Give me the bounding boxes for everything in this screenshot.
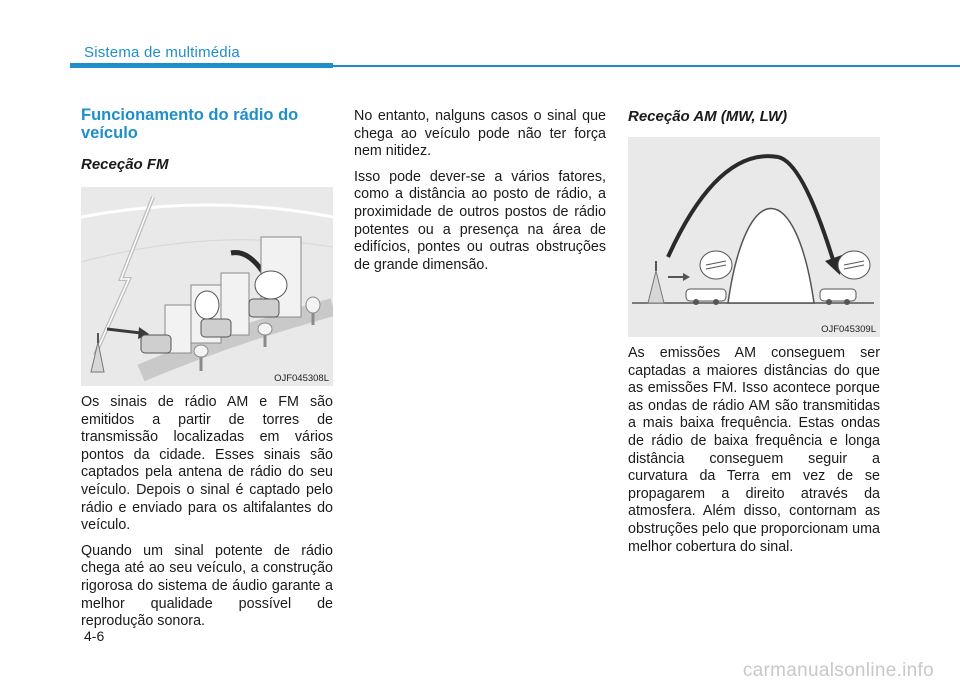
subheading-am: Receção AM (MW, LW) — [628, 108, 788, 125]
header-rule-thin — [333, 65, 960, 67]
running-header: Sistema de multimédia — [84, 44, 240, 61]
figure-code: OJF045308L — [274, 373, 329, 384]
paragraph: Quando um sinal potente de rádio chega até ao seu veículo, a construção rigorosa do sistema de áudio garante a melhor qualidade possível de reprodução sonora. — [81, 542, 333, 630]
paragraph: No entanto, nalguns casos o sinal que chega ao veículo pode não ter força nem nitidez. — [354, 108, 606, 160]
paragraph: Os sinais de rádio AM e FM são emitidos a partir de torres de transmissão localizadas em vários pontos da cidade. Esses sinais são captados pela antena de rádio do seu veículo. Depois o sinal é captado pelo rádio e enviado para os altifalantes do veículo. — [81, 394, 333, 534]
paragraph: Isso pode dever-se a vários fatores, como a distância ao posto de rádio, a proximidade de outros postos de rádio potentes ou a presença na área de edifícios, pontes ou outras obstruções de grande dimensão. — [354, 168, 606, 273]
figure-fm-reception — [81, 187, 333, 386]
column-3 — [628, 108, 880, 564]
header-rule-thick — [70, 63, 333, 68]
fm-illustration — [81, 187, 333, 386]
subheading-fm: Receção FM — [81, 156, 169, 173]
section-title: Funcionamento do rádio do veículo — [81, 106, 299, 142]
paragraph: As emissões AM conseguem ser captadas a maiores distâncias do que as emissões FM. Isso acontece porque as ondas de rádio AM são transmitidas a mais baixa frequência. Estas ondas de rádio de baixa frequência e longa distância conseguem seguir a curvatura da Terra em vez de se propagarem a direito através da atmosfera. Além disso, contornam as obstruções pelo que proporcionam uma melhor cobertura do sinal. — [628, 345, 880, 555]
figure-code: OJF045309L — [821, 324, 876, 335]
page-number: 4-6 — [84, 628, 105, 644]
column-1 — [81, 106, 333, 639]
am-illustration — [628, 137, 880, 337]
figure-am-reception — [628, 137, 880, 337]
watermark: carmanualsonline.info — [742, 660, 934, 681]
column-2 — [354, 108, 606, 282]
